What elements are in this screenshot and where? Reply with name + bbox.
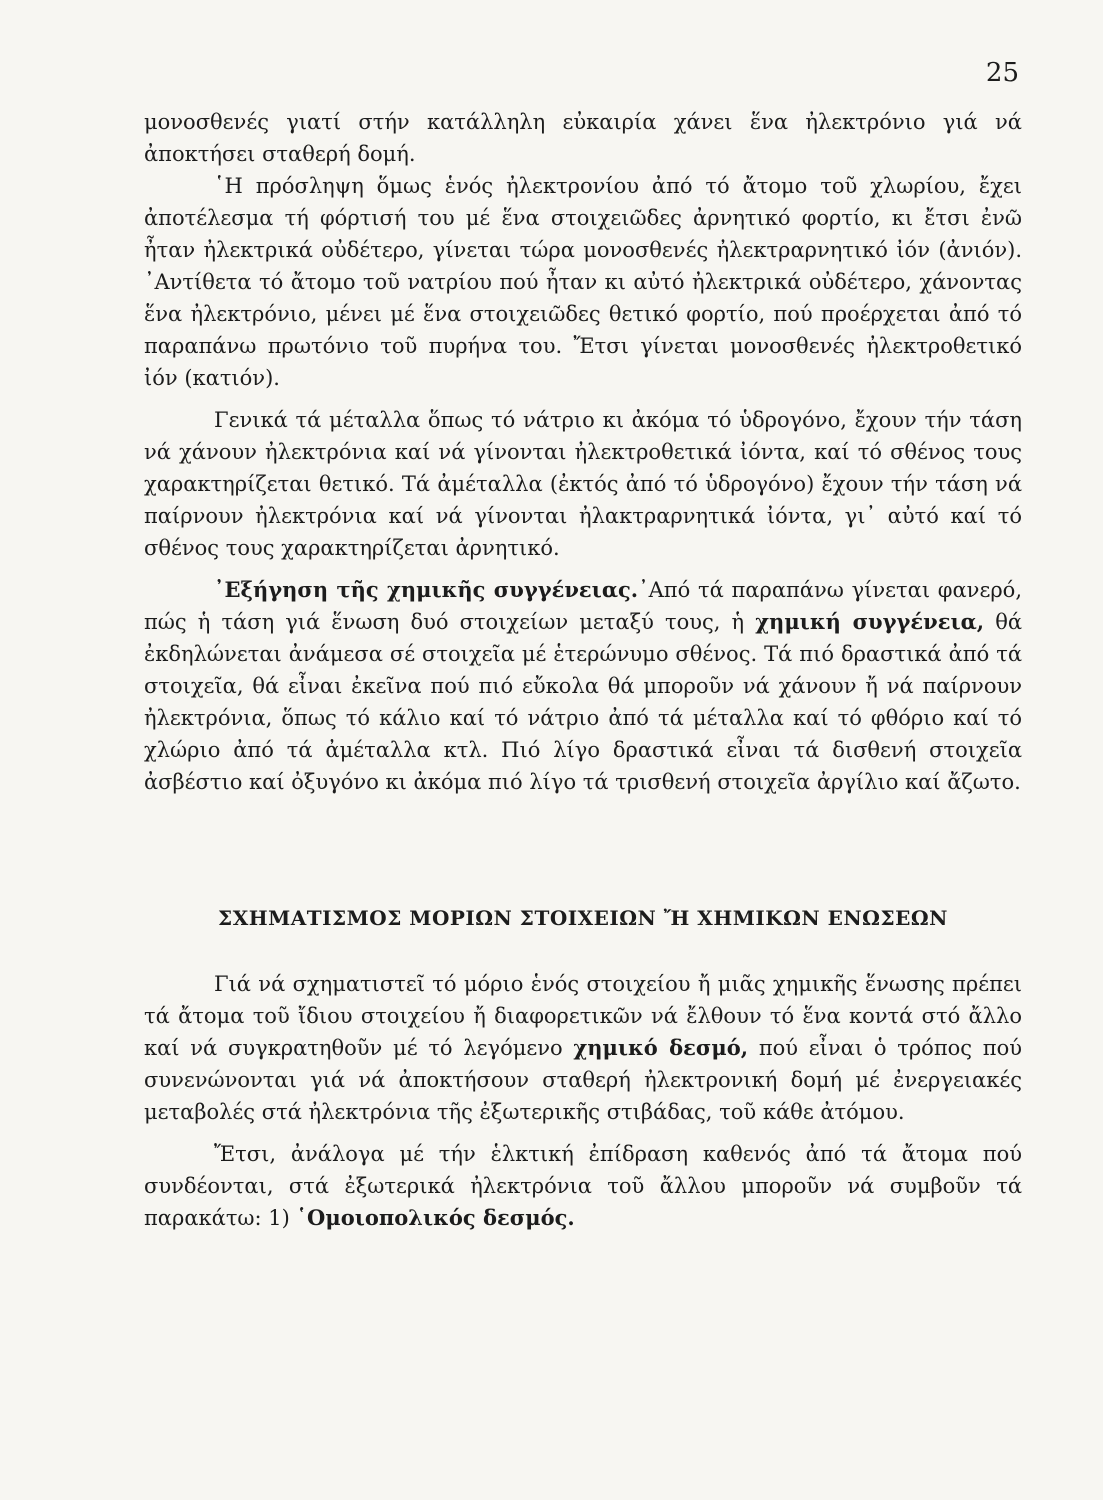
- paragraph-chlorine-ion: ῾Η πρόσληψη ὅμως ἑνός ἠλεκτρονίου ἀπό τό ἄτομο τοῦ χλωρίου, ἔχει ἀποτέλεσμα τή φόρτισή του μέ ἕνα στοιχειῶδες ἀρνητικό φορτίο, κι ἔτσι ἐνῶ ἦταν ἠλεκτρικά οὐδέτερο, γίνεται τώρα μονοσθενές ἠλεκτραρνητικό ἰόν (ἀνιόν). ᾽Αντίθετα τό ἄτομο τοῦ νατρίου πού ἦταν κι αὐτό ἠλεκτρικά οὐδέτερο, χάνοντας ἕνα ἠλεκτρόνιο, μένει μέ ἕνα στοιχειῶδες θετικό φορτίο, πού προέρχεται ἀπό τό παραπάνω πρωτόνιο τοῦ πυρήνα του. Ἔτσι γίνεται μονοσθενές ἠλεκτροθετικό ἰόν (κατιόν).: [144, 174, 1022, 390]
- paragraph-metals-nonmetals: Γενικά τά μέταλλα ὅπως τό νάτριο κι ἀκόμα τό ὑδρογόνο, ἔχουν τήν τάση νά χάνουν ἠλεκτρόνια καί νά γίνονται ἠλεκτροθετικά ἰόντα, καί τό σθένος τους χαρακτηρίζεται θετικό. Τά ἀμέταλλα (ἐκτός ἀπό τό ὑδρογόνο) ἔχουν τήν τάση νά παίρνουν ἠλεκτρόνια καί νά γίνονται ἠλακτραρνητικά ἰόντα, γι᾽ αὐτό καί τό σθένος τους χαρακτηρίζεται ἀρνητικό.: [144, 408, 1022, 560]
- paragraph-bond-types: [144, 1138, 1022, 1234]
- paragraph-continuation: μονοσθενές γιατί στήν κατάλληλη εὐκαιρία χάνει ἕνα ἠλεκτρόνιο γιά νά ἀποκτήσει σταθερή δομή.: [144, 110, 1022, 166]
- bold-term: χημικό δεσμό,: [573, 1035, 749, 1060]
- paragraph-chemical-affinity: [144, 574, 1022, 798]
- paragraph-text: θά ἐκδηλώνεται ἀνάμεσα σέ στοιχεῖα μέ ἑτερώνυμο σθένος. Τά πιό δραστικά ἀπό τά στοιχεῖα, θά εἶναι ἐκεῖνα πού πιό εὔκολα θά μποροῦν νά χάνουν ἤ νά παίρνουν ἠλεκτρόνια, ὅπως τό κάλιο καί τό νάτριο ἀπό τά μέταλλα καί τό φθόριο καί τό χλώριο ἀπό τά ἀμέταλλα κτλ. Πιό λίγο δραστικά εἶναι τά δισθενή στοιχεῖα ἀσβέστιο καί ὀξυγόνο κι ἀκόμα πιό λίγο τά τρισθενή στοιχεῖα ἀργίλιο καί ἄζωτο.: [144, 610, 1023, 794]
- bold-term: ῾Ομοιοπολικός δεσμός.: [296, 1205, 575, 1230]
- page-body: [144, 106, 1022, 1234]
- page-number: 25: [985, 58, 1019, 88]
- paragraph-text: Γιά νά σχηματιστεῖ τό μόριο ἑνός στοιχείου ἤ μιᾶς χημικῆς ἕνωσης πρέπει τά ἄτομα τοῦ ἴδιου στοιχείου ἤ διαφορετικῶν νά ἔλθουν τό ἕνα κοντά στό ἄλλο καί νά συγκρατηθοῦν μέ τό λεγόμενο: [144, 972, 1022, 1060]
- paragraph-chemical-bond: [144, 968, 1022, 1128]
- paragraph-text: ᾽Από τά παραπάνω γίνεται φανερό, πώς ἡ τάση γιά ἕνωση δυό στοιχείων μεταξύ τους, ἡ: [144, 578, 1022, 634]
- paragraph-text: πού εἶναι ὁ τρόπος πού συνενώνονται γιά νά ἀποκτήσουν σταθερή ἠλεκτρονική δομή μέ ἐνεργειακές μεταβολές στά ἠλεκτρόνια τῆς ἐξωτερικῆς στιβάδας, τοῦ κάθε ἀτόμου.: [144, 1036, 1022, 1124]
- section-heading: ΣΧΗΜΑΤΙΣΜΟΣ ΜΟΡΙΩΝ ΣΤΟΙΧΕΙΩΝ Ἤ ΧΗΜΙΚΩΝ ΕΝΩΣΕΩΝ: [218, 906, 948, 930]
- bold-term: χημική συγγένεια,: [755, 609, 985, 634]
- run-in-heading: ᾽Εξήγηση τῆς χημικῆς συγγένειας.: [214, 577, 639, 602]
- paragraph-text: Ἔτσι, ἀνάλογα μέ τήν ἑλκτική ἐπίδραση καθενός ἀπό τά ἄτομα πού συνδέονται, στά ἐξωτερικά ἠλεκτρόνια τοῦ ἄλλου μποροῦν νά συμβοῦν τά παρακάτω: 1): [144, 1142, 1022, 1230]
